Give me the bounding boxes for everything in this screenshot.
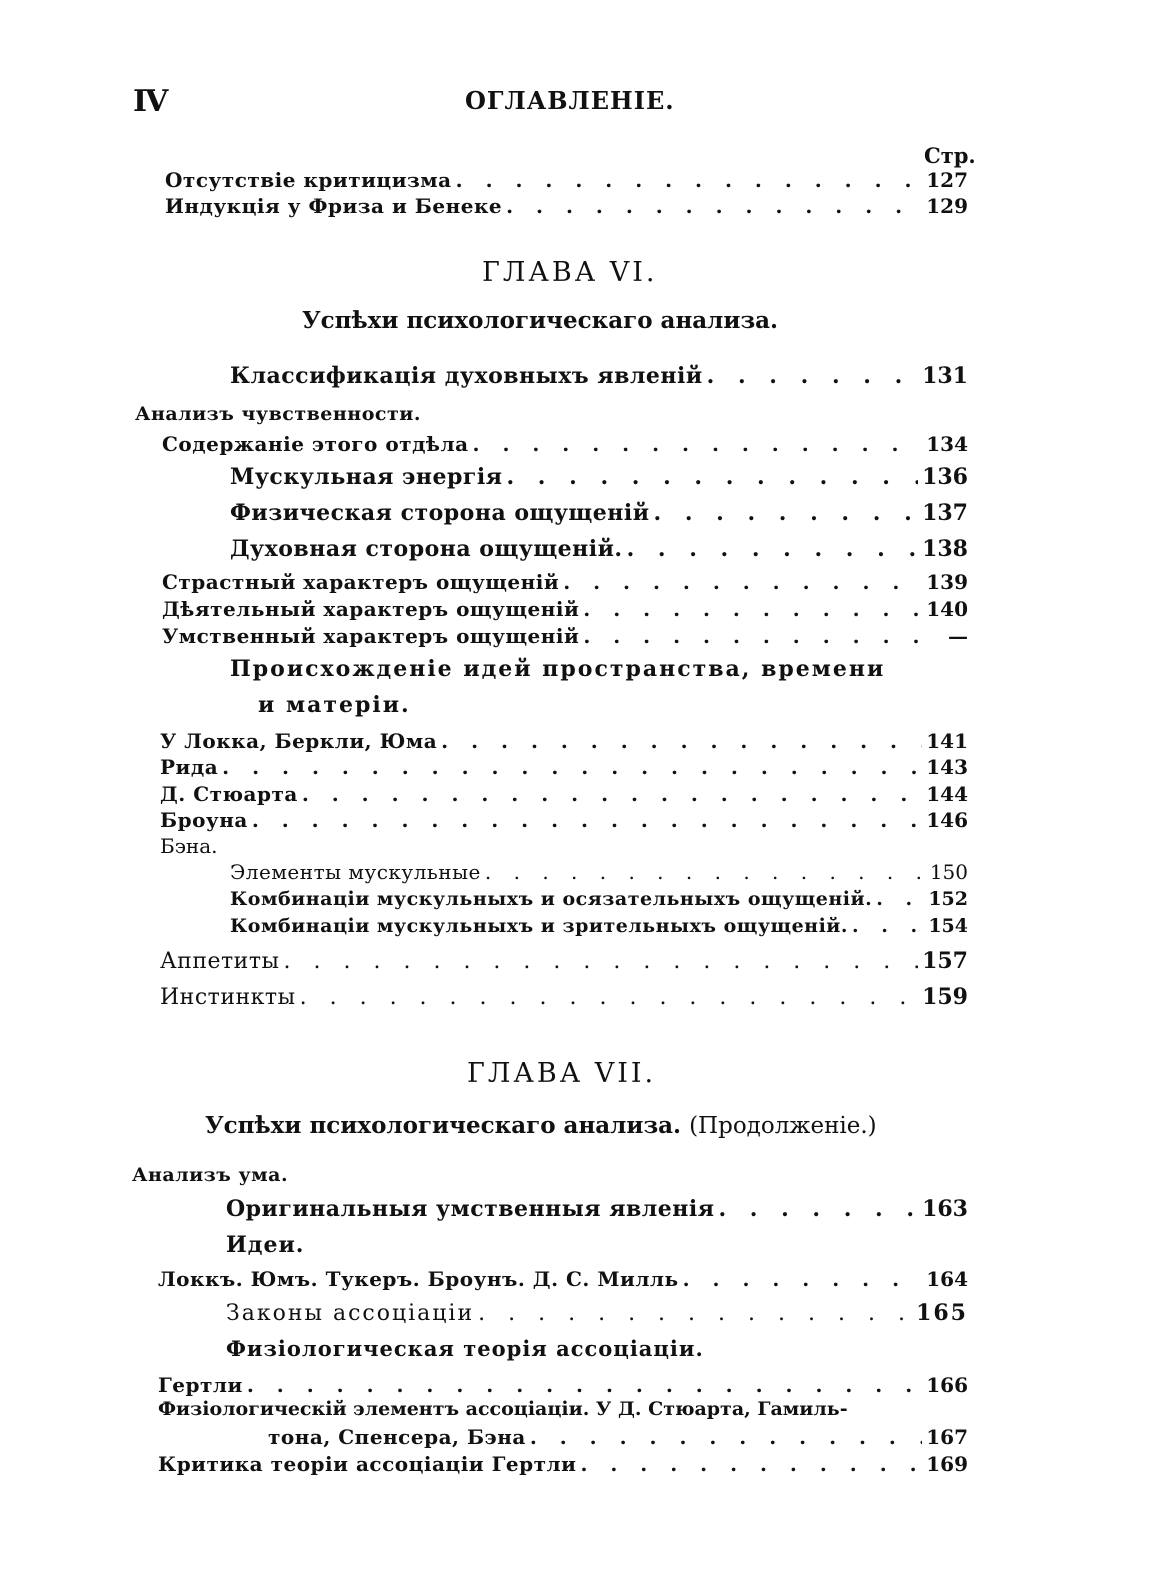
toc-entry (162, 569, 968, 595)
toc-entry-line: Бэна. (160, 834, 218, 858)
toc-entry (230, 913, 968, 939)
entry-text: тона, Спенсера, Бэна (268, 1425, 526, 1449)
entry-text: У Локка, Беркли, Юма (160, 729, 438, 753)
entry-text: Содержаніе этого отдѣла (162, 432, 469, 456)
toc-entry (268, 1424, 968, 1450)
section-heading: Анализъ ума. (132, 1164, 289, 1186)
toc-entry (230, 859, 968, 885)
entry-page: — (948, 624, 968, 648)
entry-page: 134 (926, 432, 968, 456)
toc-entry (160, 807, 968, 833)
entry-text: Критика теоріи ассоціаціи Гертли (158, 1452, 577, 1476)
chapter-subtitle-main: Успѣхи психологическаго анализа. (205, 1112, 682, 1139)
entry-page: 141 (926, 729, 968, 753)
entry-page: 159 (922, 984, 968, 1010)
entry-text: Законы ассоціаціи (226, 1301, 475, 1326)
chapter-subtitle: Успѣхи психологическаго анализа. (302, 307, 779, 334)
page-number: IV (133, 84, 167, 119)
entry-text: Аппетиты (160, 949, 280, 974)
entry-page: 146 (926, 808, 968, 832)
entry-text: Гертли (158, 1373, 243, 1397)
entry-page: 140 (926, 597, 968, 621)
toc-entry (230, 363, 968, 389)
entry-page: 143 (926, 755, 968, 779)
entry-text: Броуна (160, 808, 248, 832)
toc-entry (160, 781, 968, 807)
entry-page: 154 (928, 915, 968, 937)
chapter-subtitle-note: (Продолженіе.) (689, 1113, 877, 1139)
toc-entry (160, 728, 968, 754)
entry-page: 157 (922, 948, 968, 974)
toc-entry (158, 1266, 968, 1292)
entry-text: Мускульная энергія (230, 464, 503, 490)
entry-text: Отсутствіе критицизма (165, 168, 452, 192)
toc-entry (230, 500, 968, 526)
entry-page: 136 (922, 464, 968, 490)
entry-text: Инстинкты (160, 985, 296, 1010)
entry-text: Рида (160, 755, 219, 779)
toc-entry (230, 464, 968, 490)
entry-text: Элементы мускульные (230, 860, 481, 884)
entry-page: 129 (926, 194, 968, 218)
toc-entry (226, 1196, 968, 1222)
entry-page: 152 (928, 888, 968, 910)
entry-text: Духовная сторона ощущеній. (230, 536, 623, 562)
entry-page: 131 (922, 363, 968, 389)
toc-entry (165, 193, 968, 219)
toc-entry-line: и матеріи. (258, 692, 411, 718)
entry-text: Индукція у Фриза и Бенеке (165, 194, 503, 218)
entry-text: Физическая сторона ощущеній (230, 500, 650, 526)
entry-page: 150 (929, 860, 968, 884)
entry-text: Дѣятельный характеръ ощущеній (162, 597, 580, 621)
toc-entry (162, 431, 968, 457)
entry-text: Классификація духовныхъ явленій (230, 363, 703, 389)
entry-page: 138 (922, 536, 968, 562)
toc-entry (162, 623, 968, 649)
entry-page: 169 (926, 1452, 968, 1476)
entry-text: Умственный характеръ ощущеній (162, 624, 580, 648)
entry-page: 139 (926, 570, 968, 594)
entry-text: Комбинаціи мускульныхъ и осязательныхъ ощущеній. (230, 888, 873, 910)
entry-text: Оригинальныя умственныя явленія (226, 1196, 715, 1222)
entry-page: 137 (922, 500, 968, 526)
toc-entry (158, 1372, 968, 1398)
entry-text: Д. Стюарта (160, 782, 298, 806)
entry-text: Комбинаціи мускульныхъ и зрительныхъ ощущеній. (230, 915, 848, 937)
entry-page: 163 (922, 1196, 968, 1222)
toc-entry (160, 984, 968, 1011)
toc-entry-line: Физіологическая теорія ассоціаціи. (226, 1336, 704, 1361)
chapter-heading: ГЛАВА VI. (482, 257, 658, 288)
toc-entry (160, 948, 968, 975)
entry-text: Страстный характеръ ощущеній (162, 570, 560, 594)
toc-entry (162, 596, 968, 622)
toc-entry (165, 167, 968, 193)
entry-text: Локкъ. Юмъ. Тукеръ. Броунъ. Д. С. Милль (158, 1267, 679, 1291)
toc-entry-line: Идеи. (226, 1232, 305, 1258)
toc-entry (230, 886, 968, 912)
page-column-label: Стр. (924, 143, 976, 168)
entry-page: 165 (916, 1300, 968, 1326)
entry-page: 127 (926, 168, 968, 192)
toc-entry-line: Физіологическій элементъ ассоціаціи. У Д. Стюарта, Гамиль- (158, 1398, 848, 1420)
entry-page: 144 (926, 782, 968, 806)
toc-entry-line: Происхожденіе идей пространства, времени (230, 656, 886, 682)
section-heading: Анализъ чувственности. (135, 403, 421, 425)
entry-page: 166 (926, 1373, 968, 1397)
toc-entry (160, 754, 968, 780)
entry-page: 164 (926, 1267, 968, 1291)
entry-page: 167 (926, 1425, 968, 1449)
toc-entry (226, 1300, 968, 1327)
toc-entry (158, 1451, 968, 1477)
running-header: ОГЛАВЛЕНІЕ. (465, 86, 675, 115)
toc-entry (230, 536, 968, 562)
chapter-heading: ГЛАВА VII. (467, 1058, 657, 1089)
chapter-subtitle (205, 1112, 877, 1139)
